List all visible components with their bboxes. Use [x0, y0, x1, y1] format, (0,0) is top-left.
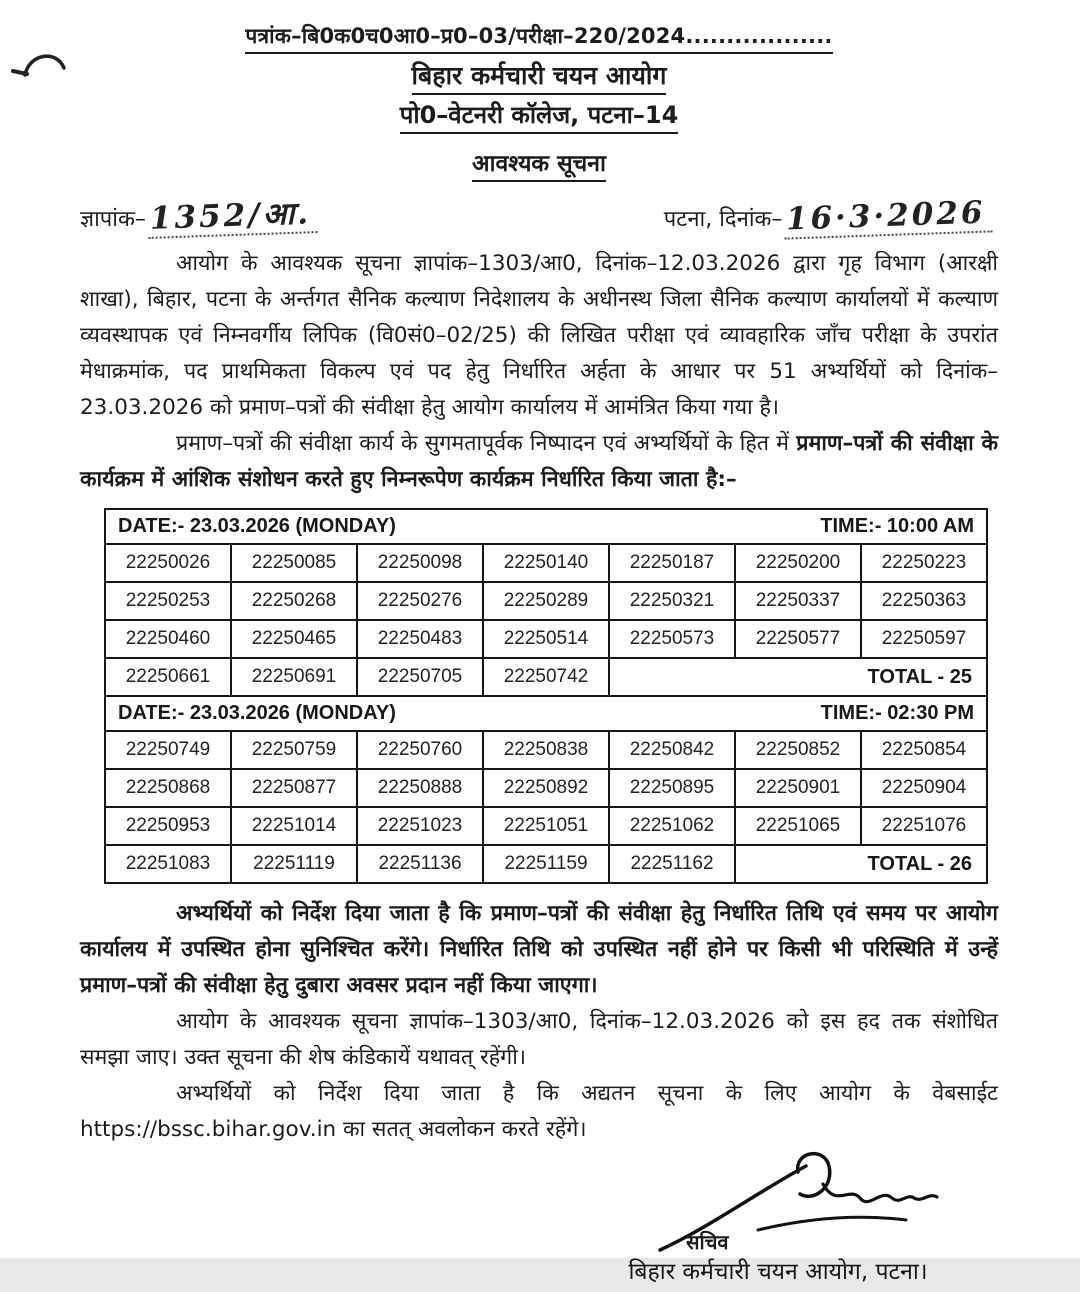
org-address: पो0–वेटनरी कॉलेज, पटना–14	[400, 98, 679, 134]
roll-number-cell: 22250363	[861, 582, 987, 620]
signatory-organization: बिहार कर्मचारी चयन आयोग, पटना।	[628, 1259, 928, 1285]
roll-number-cell: 22250140	[483, 544, 609, 582]
signatory-title: सचिव	[686, 1230, 729, 1254]
roll-number-row	[105, 731, 987, 769]
roll-number-row	[105, 845, 987, 883]
roll-number-cell: 22250742	[483, 658, 609, 696]
roll-number-cell: 22250460	[105, 620, 231, 658]
roll-number-cell: 22251162	[609, 845, 735, 883]
schedule-table	[104, 508, 988, 884]
roll-number-cell: 22251159	[483, 845, 609, 883]
roll-number-cell: 22250888	[357, 769, 483, 807]
roll-number-cell: 22250268	[231, 582, 357, 620]
roll-number-cell: 22250337	[735, 582, 861, 620]
roll-number-row	[105, 658, 987, 696]
roll-number-cell: 22250597	[861, 620, 987, 658]
paragraph-invitation: आयोग के आवश्यक सूचना ज्ञापांक–1303/आ0, दिनांक–12.03.2026 द्वारा गृह विभाग (आरक्षी शाखा), बिहार, पटना के अर्न्तगत सैनिक कल्याण निदेशालय के अधीनस्थ जिला सैनिक कल्याण कार्यालयों में कल्याण व्यवस्थापक एवं निम्नवर्गीय लिपिक (वि0सं0–02/25) की लिखित परीक्षा एवं व्यावहारिक जाँच परीक्षा के उपरांत मेधाक्रमांक, पद प्राथमिकता विकल्प एवं पद हेतु निर्धारित अर्हता के आधार पर 51 अभ्यर्थियों को दिनांक–23.03.2026 को प्रमाण–पत्रों की संवीक्षा हेतु आयोग कार्यालय में आमंत्रित किया गया है।	[80, 251, 998, 420]
roll-number-cell: 22251083	[105, 845, 231, 883]
roll-number-cell: 22251062	[609, 807, 735, 845]
letter-number-line: पत्रांक–बि0क0च0आ0–प्र0–03/परीक्षा–220/2024..................	[245, 22, 832, 54]
session-total-cell: TOTAL - 26	[735, 845, 987, 883]
roll-number-cell: 22250842	[609, 731, 735, 769]
roll-number-cell: 22250854	[861, 731, 987, 769]
roll-number-cell: 22251076	[861, 807, 987, 845]
handwritten-corner-mark-icon	[10, 44, 80, 86]
roll-number-cell: 22250573	[609, 620, 735, 658]
roll-number-cell: 22250953	[105, 807, 231, 845]
roll-number-cell: 22250483	[357, 620, 483, 658]
paragraph-website-instruction	[80, 1076, 998, 1148]
roll-number-cell: 22250760	[357, 731, 483, 769]
paragraph-amendment-intro	[80, 426, 998, 498]
roll-number-cell: 22250465	[231, 620, 357, 658]
paragraph-amendment-bold: प्रमाण–पत्रों की संवीक्षा के कार्यक्रम में आंशिक संशोधन करते हुए निम्नरूपेण कार्यक्रम निर्धारित किया जाता है:–	[80, 431, 998, 492]
roll-number-cell: 22250321	[609, 582, 735, 620]
roll-number-cell: 22250691	[231, 658, 357, 696]
roll-number-row	[105, 544, 987, 582]
session-time-label: TIME:- 02:30 PM	[820, 702, 974, 724]
roll-number-cell: 22250253	[105, 582, 231, 620]
roll-number-cell: 22250892	[483, 769, 609, 807]
memo-number-handwritten: 1352/आ.	[147, 198, 317, 239]
memo-date-row	[80, 192, 998, 236]
session-header-cell	[105, 696, 987, 731]
roll-number-cell: 22250877	[231, 769, 357, 807]
roll-number-cell: 22250705	[357, 658, 483, 696]
session-time-label: TIME:- 10:00 AM	[820, 515, 974, 537]
roll-number-cell: 22251014	[231, 807, 357, 845]
paragraph-attendance-instruction: अभ्यर्थियों को निर्देश दिया जाता है कि प्रमाण–पत्रों की संवीक्षा हेतु निर्धारित तिथि एवं समय पर आयोग कार्यालय में उपस्थित होना सुनिश्चित करेंगे। निर्धारित तिथि को उपस्थित नहीं होने पर किसी भी परिस्थिति में उन्हें प्रमाण–पत्रों की संवीक्षा हेतु दुबारा अवसर प्रदान नहीं किया जाएगा।	[80, 901, 998, 998]
roll-number-cell: 22250085	[231, 544, 357, 582]
roll-number-cell: 22250223	[861, 544, 987, 582]
paragraph-amendment-scope: आयोग के आवश्यक सूचना ज्ञापांक–1303/आ0, दिनांक–12.03.2026 को इस हद तक संशोधित समझा जाए। उक्त सूचना की शेष कंडिकायें यथावत् रहेंगी।	[80, 1009, 998, 1070]
roll-number-cell: 22250289	[483, 582, 609, 620]
website-url-text: https://bssc.bihar.gov.in	[80, 1117, 337, 1142]
roll-number-cell: 22250514	[483, 620, 609, 658]
roll-number-row	[105, 807, 987, 845]
roll-number-cell: 22251051	[483, 807, 609, 845]
roll-number-cell: 22250276	[357, 582, 483, 620]
roll-number-cell: 22251065	[735, 807, 861, 845]
roll-number-cell: 22250200	[735, 544, 861, 582]
roll-number-cell: 22250577	[735, 620, 861, 658]
paragraph-website-before-url: अभ्यर्थियों को निर्देश दिया जाता है कि अद्यतन सूचना के लिए आयोग के वेबसाईट	[176, 1081, 998, 1106]
roll-number-cell: 22250868	[105, 769, 231, 807]
roll-number-cell: 22250904	[861, 769, 987, 807]
place-date-label: पटना, दिनांक–	[663, 207, 783, 232]
signature-block	[558, 1150, 998, 1292]
memo-number-label: ज्ञापांक–	[80, 207, 146, 232]
place-date-group	[663, 194, 992, 238]
memo-number-group	[80, 195, 317, 237]
roll-number-cell: 22250901	[735, 769, 861, 807]
roll-number-cell: 22250098	[357, 544, 483, 582]
paragraph-website-after-url: का सतत् अवलोकन करते रहेंगे।	[336, 1117, 587, 1142]
session-date-label: DATE:- 23.03.2026 (MONDAY)	[118, 515, 396, 537]
roll-number-cell: 22250852	[735, 731, 861, 769]
session-header-cell	[105, 509, 987, 544]
session-date-label: DATE:- 23.03.2026 (MONDAY)	[118, 702, 396, 724]
org-name: बिहार कर्मचारी चयन आयोग	[412, 58, 667, 95]
roll-number-row	[105, 582, 987, 620]
paragraph-amendment-normal: प्रमाण–पत्रों की संवीक्षा कार्य के सुगमतापूर्वक निष्पादन एवं अभ्यर्थियों के हित में	[176, 431, 797, 456]
roll-number-cell: 22250749	[105, 731, 231, 769]
roll-number-cell: 22251119	[231, 845, 357, 883]
roll-number-row	[105, 769, 987, 807]
notice-heading: आवश्यक सूचना	[472, 146, 606, 182]
roll-number-cell: 22251136	[357, 845, 483, 883]
roll-number-cell: 22250759	[231, 731, 357, 769]
roll-number-cell: 22250661	[105, 658, 231, 696]
roll-number-cell: 22250838	[483, 731, 609, 769]
roll-number-cell: 22250187	[609, 544, 735, 582]
date-handwritten: 16·3·2026	[784, 197, 993, 239]
roll-number-cell: 22251023	[357, 807, 483, 845]
roll-number-row	[105, 620, 987, 658]
roll-number-cell: 22250026	[105, 544, 231, 582]
roll-number-cell: 22250895	[609, 769, 735, 807]
session-total-cell: TOTAL - 25	[609, 658, 987, 696]
